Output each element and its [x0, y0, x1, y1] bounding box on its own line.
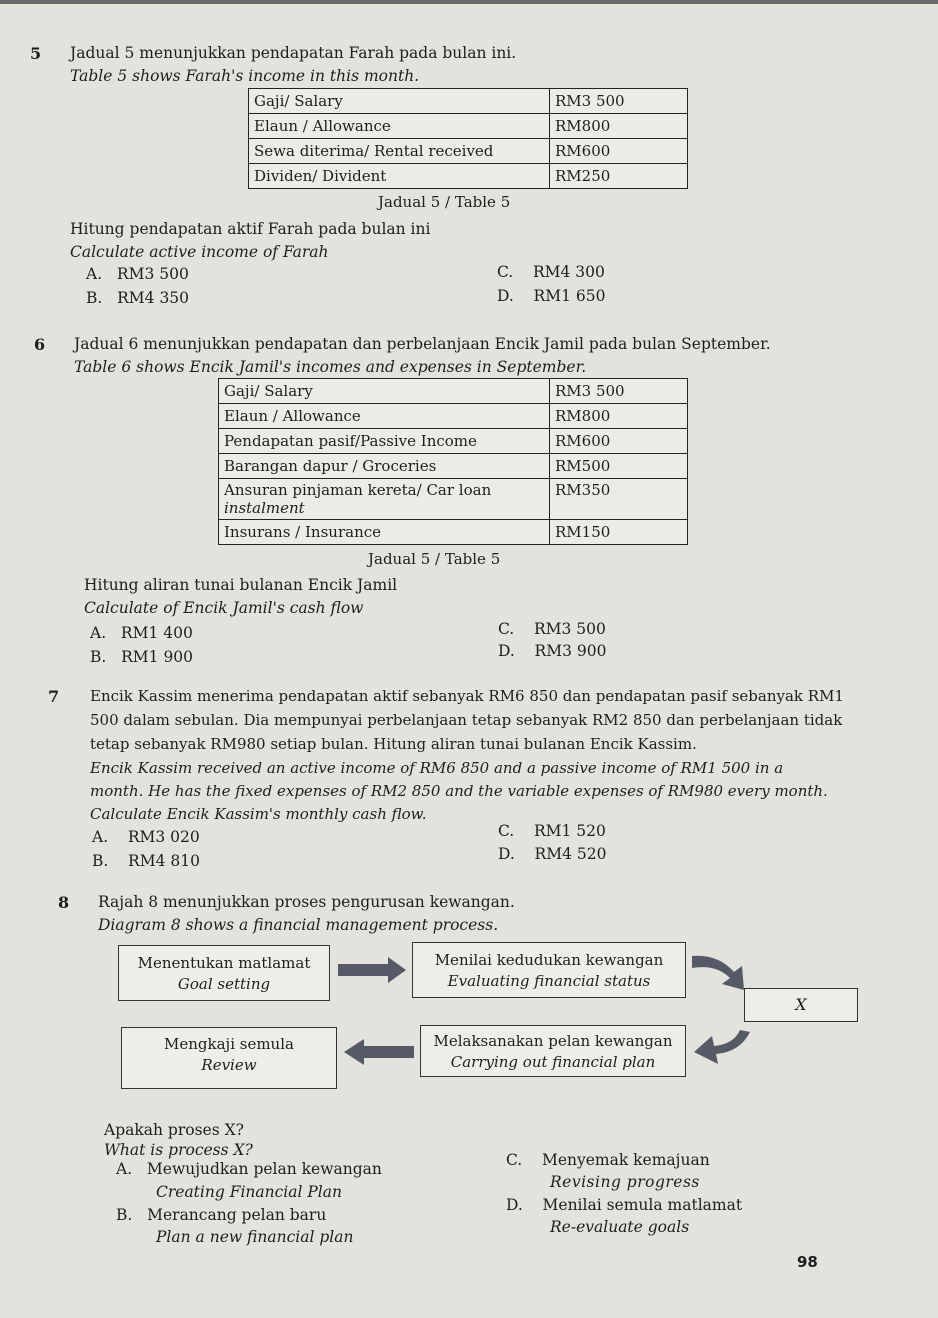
- arrow-curved-left-icon: [690, 1028, 756, 1074]
- option-text: RM3 500: [533, 620, 606, 638]
- table-cell-label: Sewa diterima/ Rental received: [249, 139, 550, 164]
- option-text-ms: Mewujudkan pelan kewangan: [146, 1160, 382, 1178]
- option-letter: D.: [498, 845, 515, 863]
- option-letter: A.: [90, 624, 107, 642]
- box-label-en: Evaluating financial status: [447, 972, 651, 990]
- table-row: [219, 454, 688, 479]
- question-8-prompt-en: What is process X?: [104, 1141, 253, 1159]
- table-cell-value: RM600: [550, 139, 688, 164]
- question-7-text-ms-line3: tetap sebanyak RM980 setiap bulan. Hitung aliran tunai bulanan Encik Kassim.: [90, 735, 697, 753]
- table-cell-label: Dividen/ Divident: [249, 164, 550, 189]
- option-text: RM4 810: [128, 852, 200, 870]
- option-text: RM4 350: [117, 289, 190, 307]
- diagram-box-goal-setting: [118, 945, 330, 1001]
- question-7-text-en-line1: Encik Kassim received an active income of RM6 850 and a passive income of RM1 500 in a: [90, 759, 784, 777]
- question-5-number: 5: [30, 44, 42, 63]
- page-top-edge: [0, 0, 938, 4]
- table-cell-label: Barangan dapur / Groceries: [219, 454, 550, 479]
- question-7-text-ms-line1: Encik Kassim menerima pendapatan aktif sebanyak RM6 850 dan pendapatan pasif sebanyak RM1: [90, 687, 844, 705]
- question-8-number: 8: [58, 893, 70, 912]
- diagram-box-carrying-out-financial-plan: [420, 1025, 686, 1077]
- table-cell-label: Elaun / Allowance: [219, 404, 550, 429]
- option-text: RM1 900: [121, 648, 194, 666]
- option-letter: C.: [498, 620, 515, 638]
- q8-option-b-en: Plan a new financial plan: [156, 1228, 354, 1246]
- option-letter: B.: [116, 1206, 133, 1224]
- option-letter: C.: [498, 822, 515, 840]
- table-6-caption: Jadual 5 / Table 5: [368, 550, 501, 568]
- box-label-en: Goal setting: [177, 975, 271, 993]
- q6-option-c[interactable]: [498, 620, 606, 638]
- option-letter: A.: [92, 828, 109, 846]
- q8-option-c[interactable]: [506, 1151, 710, 1169]
- table-cell-label: Gaji/ Salary: [249, 89, 550, 114]
- table-row: [219, 520, 688, 545]
- option-text: RM4 520: [534, 845, 607, 863]
- option-letter: C.: [506, 1151, 523, 1169]
- q8-option-b[interactable]: [116, 1206, 326, 1224]
- page-number: 98: [797, 1253, 818, 1271]
- box-label-en: Carrying out financial plan: [450, 1053, 656, 1071]
- option-letter: D.: [497, 287, 514, 305]
- question-7-number: 7: [48, 687, 60, 706]
- q5-option-b[interactable]: [86, 289, 189, 307]
- table-cell-value: RM350: [550, 479, 688, 520]
- question-8-text-en: Diagram 8 shows a financial management process.: [98, 916, 499, 934]
- option-letter: B.: [90, 648, 107, 666]
- table-cell-value: RM500: [550, 454, 688, 479]
- table-cell-label-line1: Ansuran pinjaman kereta/ Car loan: [224, 481, 492, 499]
- table-cell-label: Insurans / Insurance: [219, 520, 550, 545]
- option-text: RM3 500: [116, 265, 189, 283]
- option-letter: C.: [497, 263, 514, 281]
- table-cell-label-line2: instalment: [224, 499, 305, 517]
- question-8-prompt-ms: Apakah proses X?: [104, 1121, 244, 1139]
- option-letter: D.: [498, 642, 515, 660]
- option-text: RM3 020: [127, 828, 200, 846]
- q8-option-d[interactable]: [506, 1196, 742, 1214]
- question-6-text-ms: Jadual 6 menunjukkan pendapatan dan perbelanjaan Encik Jamil pada bulan September.: [74, 335, 771, 353]
- option-text-ms: Merancang pelan baru: [147, 1206, 327, 1224]
- q8-option-a[interactable]: [116, 1160, 382, 1178]
- table-cell-value: RM150: [550, 520, 688, 545]
- option-letter: D.: [506, 1196, 523, 1214]
- option-text: RM1 400: [120, 624, 193, 642]
- option-text-ms: Menyemak kemajuan: [541, 1151, 710, 1169]
- arrow-right-icon: [336, 955, 408, 985]
- diagram-box-x: X: [744, 988, 858, 1022]
- box-label-ms: Menilai kedudukan kewangan: [434, 951, 664, 969]
- arrow-left-icon: [342, 1038, 416, 1066]
- question-5-text-en: Table 5 shows Farah's income in this month.: [70, 67, 420, 85]
- question-6-prompt-ms: Hitung aliran tunai bulanan Encik Jamil: [84, 576, 398, 594]
- q6-option-d[interactable]: [498, 642, 606, 660]
- q6-option-a[interactable]: [90, 624, 193, 642]
- box-label-en: Review: [201, 1056, 257, 1074]
- question-6-number: 6: [34, 335, 46, 354]
- box-label-ms: Menentukan matlamat: [137, 954, 311, 972]
- q8-option-a-en: Creating Financial Plan: [156, 1183, 342, 1201]
- table-cell-label: [219, 479, 550, 520]
- table-row: [219, 479, 688, 520]
- table-row: [249, 114, 688, 139]
- table-5: [248, 88, 688, 189]
- table-row: [249, 139, 688, 164]
- table-cell-label: Elaun / Allowance: [249, 114, 550, 139]
- table-cell-value: RM600: [550, 429, 688, 454]
- q7-option-c[interactable]: [498, 822, 606, 840]
- table-row: [219, 379, 688, 404]
- table-cell-value: RM800: [550, 404, 688, 429]
- diagram-box-evaluating-financial-status: [412, 942, 686, 998]
- q7-option-a[interactable]: [92, 828, 200, 846]
- option-letter: B.: [92, 852, 109, 870]
- table-5-caption: Jadual 5 / Table 5: [378, 193, 511, 211]
- option-letter: B.: [86, 289, 103, 307]
- diagram-box-review: [121, 1027, 337, 1089]
- table-row: [219, 429, 688, 454]
- q5-option-d[interactable]: [497, 287, 605, 305]
- question-7-text-en-line2: month. He has the fixed expenses of RM2 850 and the variable expenses of RM980 every month.: [90, 782, 828, 800]
- option-text: RM4 300: [532, 263, 605, 281]
- table-cell-value: RM800: [550, 114, 688, 139]
- q7-option-b[interactable]: [92, 852, 200, 870]
- q5-option-c[interactable]: [497, 263, 605, 281]
- question-6-prompt-en: Calculate of Encik Jamil's cash flow: [84, 599, 364, 617]
- table-cell-value: RM3 500: [550, 89, 688, 114]
- q5-option-a[interactable]: [86, 265, 189, 283]
- question-6-text-en: Table 6 shows Encik Jamil's incomes and expenses in September.: [74, 358, 587, 376]
- option-letter: A.: [116, 1160, 133, 1178]
- table-cell-value: RM3 500: [550, 379, 688, 404]
- box-label-ms: Mengkaji semula: [164, 1035, 294, 1053]
- question-7-text-ms-line2: 500 dalam sebulan. Dia mempunyai perbelanjaan tetap sebanyak RM2 850 dan perbelanjaan tidak: [90, 711, 843, 729]
- question-7-text-en-line3: Calculate Encik Kassim's monthly cash flow.: [90, 805, 427, 823]
- q7-option-d[interactable]: [498, 845, 606, 863]
- q8-option-c-en: Revising progress: [550, 1173, 700, 1191]
- question-5-text-ms: Jadual 5 menunjukkan pendapatan Farah pada bulan ini.: [70, 44, 517, 62]
- question-8-text-ms: Rajah 8 menunjukkan proses pengurusan kewangan.: [98, 893, 515, 911]
- question-5-prompt-en: Calculate active income of Farah: [70, 243, 329, 261]
- table-cell-label: Gaji/ Salary: [219, 379, 550, 404]
- option-text: RM3 900: [534, 642, 607, 660]
- option-text: RM1 650: [533, 287, 606, 305]
- option-letter: A.: [86, 265, 103, 283]
- table-cell-value: RM250: [550, 164, 688, 189]
- table-6: [218, 378, 688, 545]
- table-row: [249, 89, 688, 114]
- table-row: [249, 164, 688, 189]
- option-text-ms: Menilai semula matlamat: [542, 1196, 743, 1214]
- box-label-ms: Melaksanakan pelan kewangan: [433, 1032, 673, 1050]
- table-row: [219, 404, 688, 429]
- table-cell-label: Pendapatan pasif/Passive Income: [219, 429, 550, 454]
- q8-option-d-en: Re-evaluate goals: [550, 1218, 690, 1236]
- question-5-prompt-ms: Hitung pendapatan aktif Farah pada bulan ini: [70, 220, 431, 238]
- q6-option-b[interactable]: [90, 648, 193, 666]
- option-text: RM1 520: [533, 822, 606, 840]
